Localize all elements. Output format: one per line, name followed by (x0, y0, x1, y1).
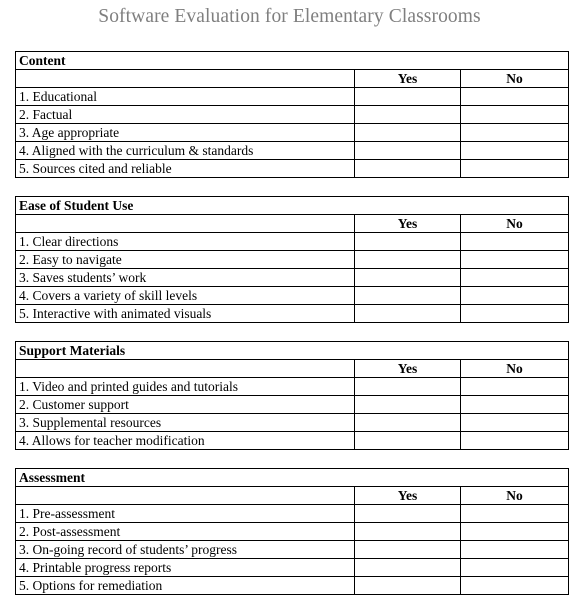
yes-cell[interactable] (355, 269, 461, 287)
header-blank-cell (16, 360, 355, 378)
criterion-label: 5. Sources cited and reliable (16, 160, 355, 178)
criterion-label: 4. Aligned with the curriculum & standards (16, 142, 355, 160)
section-title-ease-of-use: Ease of Student Use (16, 197, 569, 215)
no-cell[interactable] (461, 414, 569, 432)
criterion-label: 5. Interactive with animated visuals (16, 305, 355, 323)
section-title-support-materials: Support Materials (16, 342, 569, 360)
criterion-label: 3. Saves students’ work (16, 269, 355, 287)
no-cell[interactable] (461, 559, 569, 577)
no-column-header: No (461, 360, 569, 378)
criterion-label: 1. Pre-assessment (16, 505, 355, 523)
criterion-label: 3. Age appropriate (16, 124, 355, 142)
criterion-label: 2. Factual (16, 106, 355, 124)
criterion-label: 1. Educational (16, 88, 355, 106)
yes-cell[interactable] (355, 106, 461, 124)
header-blank-cell (16, 215, 355, 233)
yes-cell[interactable] (355, 559, 461, 577)
criterion-label: 3. Supplemental resources (16, 414, 355, 432)
page-title: Software Evaluation for Elementary Classrooms (98, 6, 481, 27)
yes-cell[interactable] (355, 432, 461, 450)
ease-of-use-table (15, 196, 569, 323)
criterion-label: 2. Customer support (16, 396, 355, 414)
criterion-label: 1. Video and printed guides and tutorials (16, 378, 355, 396)
yes-cell[interactable] (355, 305, 461, 323)
criterion-label: 4. Covers a variety of skill levels (16, 287, 355, 305)
yes-cell[interactable] (355, 378, 461, 396)
yes-cell[interactable] (355, 287, 461, 305)
no-cell[interactable] (461, 251, 569, 269)
yes-column-header: Yes (355, 360, 461, 378)
criterion-label: 4. Allows for teacher modification (16, 432, 355, 450)
no-cell[interactable] (461, 160, 569, 178)
section-title-content: Content (16, 52, 569, 70)
content-table (15, 51, 569, 178)
no-cell[interactable] (461, 305, 569, 323)
no-cell[interactable] (461, 287, 569, 305)
yes-column-header: Yes (355, 487, 461, 505)
yes-cell[interactable] (355, 396, 461, 414)
no-cell[interactable] (461, 396, 569, 414)
no-cell[interactable] (461, 432, 569, 450)
criterion-label: 2. Post-assessment (16, 523, 355, 541)
criterion-label: 3. On-going record of students’ progress (16, 541, 355, 559)
yes-cell[interactable] (355, 414, 461, 432)
assessment-table (15, 468, 569, 595)
yes-cell[interactable] (355, 233, 461, 251)
section-title-assessment: Assessment (16, 469, 569, 487)
yes-cell[interactable] (355, 251, 461, 269)
yes-column-header: Yes (355, 70, 461, 88)
no-cell[interactable] (461, 269, 569, 287)
yes-cell[interactable] (355, 142, 461, 160)
yes-cell[interactable] (355, 160, 461, 178)
no-cell[interactable] (461, 505, 569, 523)
yes-cell[interactable] (355, 523, 461, 541)
criterion-label: 1. Clear directions (16, 233, 355, 251)
criterion-label: 2. Easy to navigate (16, 251, 355, 269)
yes-cell[interactable] (355, 577, 461, 595)
no-cell[interactable] (461, 577, 569, 595)
yes-cell[interactable] (355, 124, 461, 142)
no-column-header: No (461, 487, 569, 505)
yes-cell[interactable] (355, 88, 461, 106)
no-column-header: No (461, 215, 569, 233)
no-cell[interactable] (461, 142, 569, 160)
no-cell[interactable] (461, 88, 569, 106)
criterion-label: 5. Options for remediation (16, 577, 355, 595)
yes-cell[interactable] (355, 505, 461, 523)
no-cell[interactable] (461, 523, 569, 541)
criterion-label: 4. Printable progress reports (16, 559, 355, 577)
no-cell[interactable] (461, 233, 569, 251)
no-cell[interactable] (461, 378, 569, 396)
no-column-header: No (461, 70, 569, 88)
no-cell[interactable] (461, 106, 569, 124)
no-cell[interactable] (461, 541, 569, 559)
header-blank-cell (16, 70, 355, 88)
yes-column-header: Yes (355, 215, 461, 233)
no-cell[interactable] (461, 124, 569, 142)
support-materials-table (15, 341, 569, 450)
header-blank-cell (16, 487, 355, 505)
yes-cell[interactable] (355, 541, 461, 559)
